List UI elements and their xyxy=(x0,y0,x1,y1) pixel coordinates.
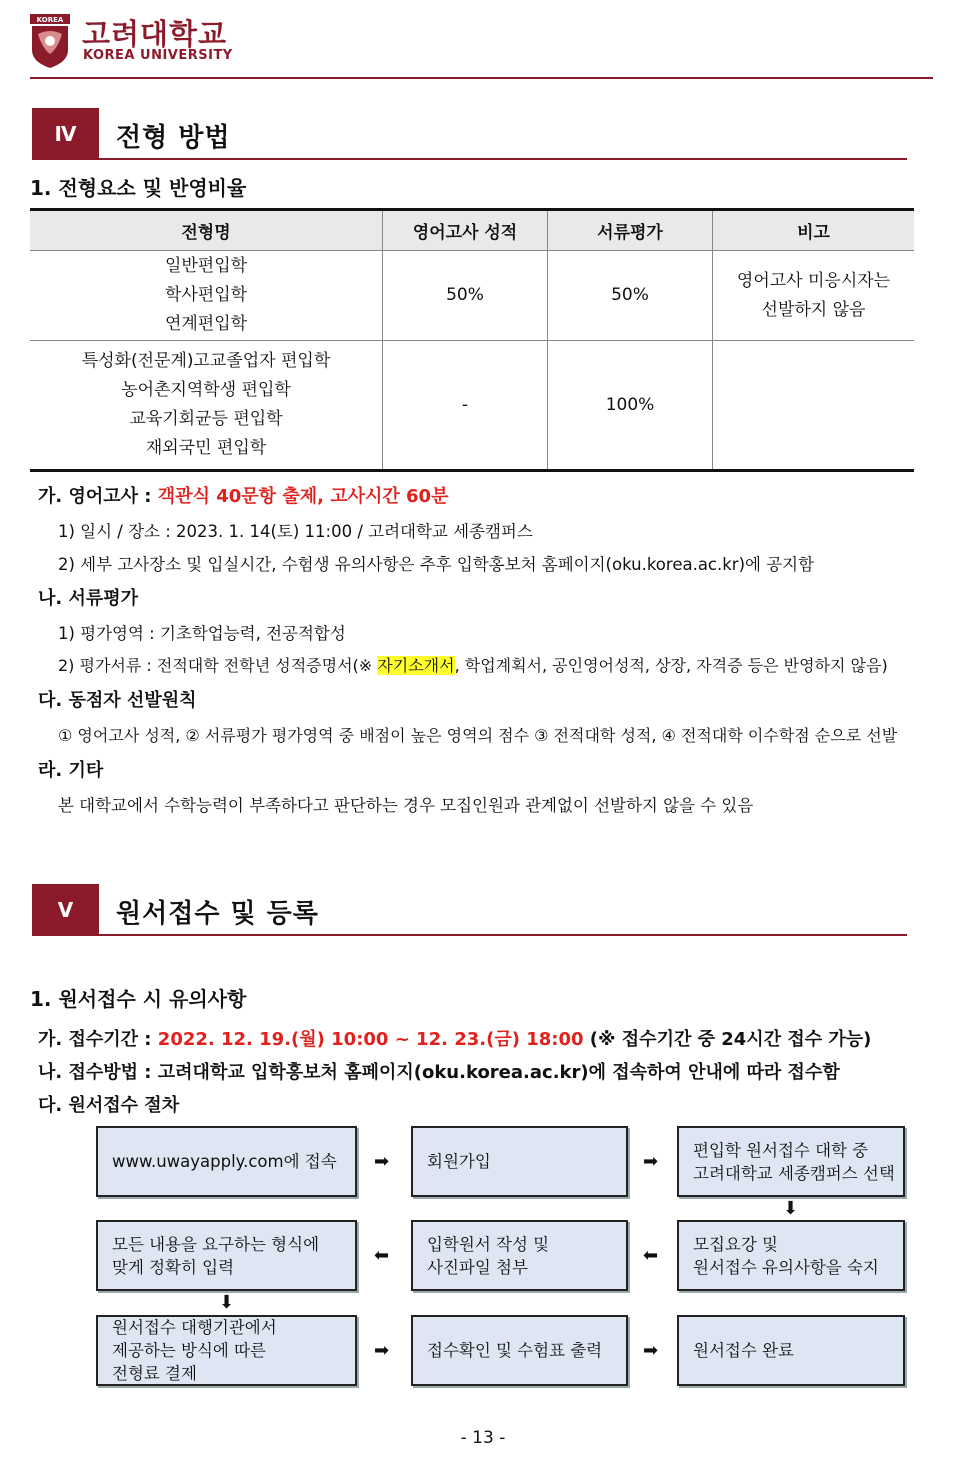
cell-english: - xyxy=(383,341,548,471)
name-item: 연계편입학 xyxy=(164,314,248,334)
arrow-left-icon: ⬅ xyxy=(374,1245,390,1266)
highlighted-text: 자기소개서 xyxy=(377,656,455,675)
col-header-docs: 서류평가 xyxy=(548,210,713,251)
flow-text: 원서접수 완료 xyxy=(693,1341,794,1360)
arrow-right-icon: ➡ xyxy=(374,1151,390,1172)
flow-step-2 xyxy=(411,1126,628,1197)
flow-text: 입학원서 작성 및 xyxy=(427,1234,550,1254)
body-line: 1) 평가영역 : 기초학업능력, 전공적합성 xyxy=(58,624,346,643)
item-note: (※ 접수기간 중 24시간 접수 가능) xyxy=(589,1029,872,1050)
arrow-right-icon: ➡ xyxy=(374,1340,390,1361)
cell-note xyxy=(713,341,915,471)
flow-text: 원서접수 유의사항을 숙지 xyxy=(693,1257,879,1277)
cell-note xyxy=(713,251,915,341)
selection-table xyxy=(30,208,914,472)
flow-step-5 xyxy=(411,1220,628,1291)
item-value: 2022. 12. 19.(월) 10:00 ~ 12. 23.(금) 18:00 xyxy=(157,1029,584,1050)
note-line: 영어고사 미응시자는 xyxy=(736,270,891,291)
flow-step-6 xyxy=(96,1220,357,1291)
university-emblem-icon xyxy=(30,14,70,68)
item-value: 객관식 40문항 출제, 고사시간 60분 xyxy=(157,486,449,507)
name-item: 일반편입학 xyxy=(164,256,248,276)
emblem-text: KOREA xyxy=(36,16,64,24)
item-label: 가. 영어고사 : xyxy=(38,486,152,507)
subsection-title: 1. 원서접수 시 유의사항 xyxy=(30,987,247,1011)
cell-names xyxy=(30,341,383,471)
flow-text: 원서접수 대행기관에서 xyxy=(112,1318,277,1337)
note-line: 선발하지 않음 xyxy=(761,299,866,320)
col-header-english: 영어고사 성적 xyxy=(383,210,548,251)
body-line xyxy=(58,653,888,676)
item-other: 라. 기타 xyxy=(38,760,104,781)
text-part: , 학업계획서, 공인영어성적, 상장, 자격증 등은 반영하지 않음) xyxy=(454,656,888,675)
arrow-right-icon: ➡ xyxy=(643,1151,659,1172)
flow-text: 접수확인 및 수험표 출력 xyxy=(427,1341,603,1360)
flow-step-3 xyxy=(677,1126,905,1197)
col-header-name: 전형명 xyxy=(30,210,383,251)
name-item: 재외국민 편입학 xyxy=(145,438,267,458)
table-header-row xyxy=(30,210,914,251)
flow-text: 편입학 원서접수 대학 중 xyxy=(693,1140,869,1160)
logo-korean: 고려대학교 xyxy=(82,17,228,51)
arrow-down-icon: ⬇ xyxy=(783,1198,799,1219)
section-number: Ⅳ xyxy=(32,108,99,160)
arrow-down-icon: ⬇ xyxy=(219,1292,235,1313)
body-line: 1) 일시 / 장소 : 2023. 1. 14(토) 11:00 / 고려대학교 세종캠퍼스 xyxy=(58,522,533,541)
section-number: Ⅴ xyxy=(32,884,99,936)
name-item: 농어촌지역학생 편입학 xyxy=(121,380,291,400)
cell-docs: 50% xyxy=(548,251,713,341)
section-divider xyxy=(99,934,907,936)
table-row xyxy=(30,251,914,341)
arrow-left-icon: ⬅ xyxy=(643,1245,659,1266)
name-item: 학사편입학 xyxy=(164,285,248,305)
flow-text: 맞게 정확히 입력 xyxy=(112,1257,235,1277)
flow-text: 사진파일 첨부 xyxy=(427,1257,528,1277)
body-line: ① 영어고사 성적, ② 서류평가 평가영역 중 배점이 높은 영역의 점수 ③ 전적대학 성적, ④ 전적대학 이수학점 순으로 선발 xyxy=(58,726,898,745)
flow-text: 고려대학교 세종캠퍼스 선택 xyxy=(693,1163,895,1183)
cell-docs: 100% xyxy=(548,341,713,471)
flow-text: 모집요강 및 xyxy=(693,1234,778,1254)
flow-text: www.uwayapply.com에 접속 xyxy=(112,1152,337,1171)
item-procedure: 다. 원서접수 절차 xyxy=(38,1095,180,1116)
flow-text: 제공하는 방식에 따른 xyxy=(112,1341,266,1360)
item-tie-breaker: 다. 동점자 선발원칙 xyxy=(38,690,197,711)
section-divider xyxy=(99,158,907,160)
item-english-test xyxy=(38,482,448,508)
item-method: 나. 접수방법 : 고려대학교 입학홍보처 홈페이지(oku.korea.ac.kr)에 접속하여 안내에 따라 접수함 xyxy=(38,1062,840,1083)
flow-step-1 xyxy=(96,1126,357,1197)
name-item: 특성화(전문계)고교졸업자 편입학 xyxy=(81,351,331,371)
cell-english: 50% xyxy=(383,251,548,341)
section-title: 원서접수 및 등록 xyxy=(116,899,319,929)
table-row xyxy=(30,341,914,471)
cell-names xyxy=(30,251,383,341)
header-divider xyxy=(30,77,933,79)
subsection-title: 1. 전형요소 및 반영비율 xyxy=(30,176,247,200)
flow-step-8 xyxy=(411,1315,628,1386)
text-part: 2) 평가서류 : 전적대학 전학년 성적증명서(※ xyxy=(58,656,378,675)
flow-step-7 xyxy=(96,1315,357,1386)
item-period xyxy=(38,1025,871,1051)
section-title: 전형 방법 xyxy=(116,123,231,153)
col-header-note: 비고 xyxy=(713,210,915,251)
item-label: 가. 접수기간 : xyxy=(38,1029,152,1050)
flow-text: 회원가입 xyxy=(427,1152,491,1171)
logo-english: KOREA UNIVERSITY xyxy=(83,48,233,63)
body-line: 2) 세부 고사장소 및 입실시간, 수험생 유의사항은 추후 입학홍보처 홈페이지(oku.korea.ac.kr)에 공지함 xyxy=(58,555,815,574)
body-line: 본 대학교에서 수학능력이 부족하다고 판단하는 경우 모집인원과 관계없이 선발하지 않을 수 있음 xyxy=(58,796,754,815)
flow-step-4 xyxy=(677,1220,905,1291)
page-number: - 13 - xyxy=(460,1428,506,1448)
item-document-review: 나. 서류평가 xyxy=(38,588,139,609)
flow-text: 전형료 결제 xyxy=(112,1364,197,1383)
flow-text: 모든 내용을 요구하는 형식에 xyxy=(112,1234,320,1254)
flow-step-9 xyxy=(677,1315,905,1386)
name-item: 교육기회균등 편입학 xyxy=(129,409,283,429)
arrow-right-icon: ➡ xyxy=(643,1340,659,1361)
